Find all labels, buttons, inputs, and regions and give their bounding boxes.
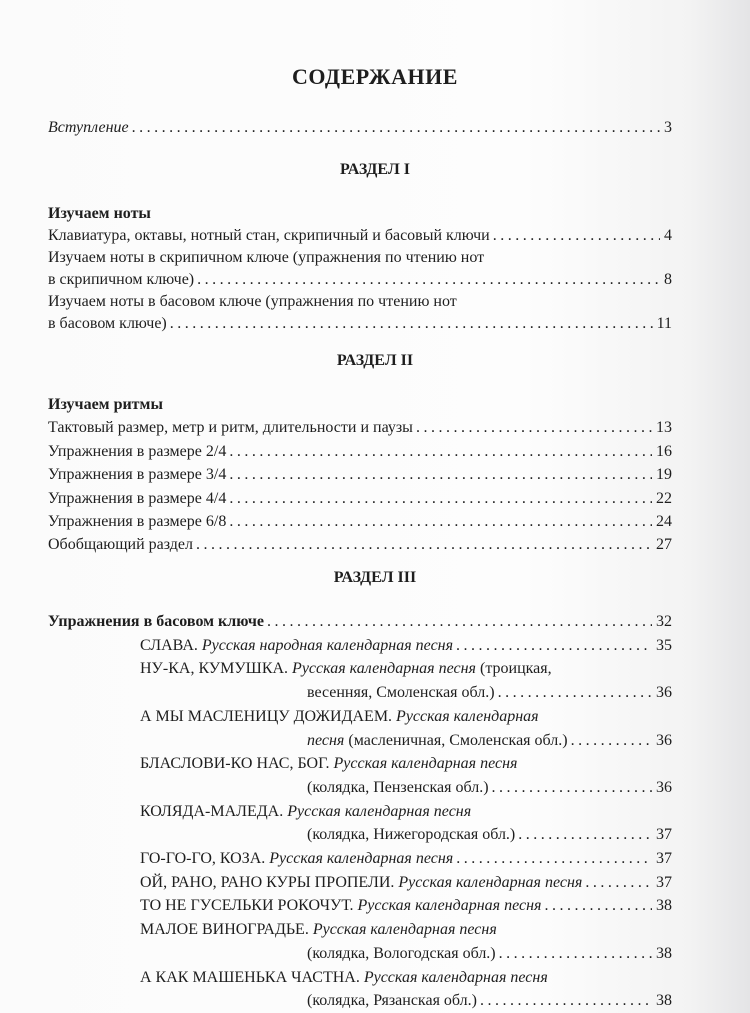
page-number: 38 <box>656 944 672 962</box>
entry-text: в басовом ключе) <box>48 315 167 332</box>
toc-entry-line <box>48 918 672 942</box>
toc-entry[interactable] <box>48 440 672 463</box>
entry-text: (колядка, Вологодская обл.) <box>307 944 496 962</box>
toc-entry-text <box>140 966 548 990</box>
toc-entry[interactable] <box>48 225 672 247</box>
dot-leader <box>492 776 652 800</box>
genre-text: Русская календарная песня <box>292 660 476 678</box>
entry-text: Обобщающий раздел <box>48 536 194 554</box>
toc-entry-line <box>48 752 672 776</box>
section-subheading <box>48 393 672 416</box>
dot-leader <box>571 729 652 753</box>
entry-text: Клавиатура, октавы, нотный стан, скрипичный и басовый ключи <box>48 227 490 244</box>
toc-entry-line <box>48 942 672 966</box>
dot-leader <box>132 116 660 139</box>
dot-leader <box>416 416 652 439</box>
entry-text: МАЛОЕ ВИНОГРАДЬЕ. <box>140 921 313 939</box>
entry-text: НУ-КА, КУМУШКА. <box>140 660 293 678</box>
toc-entry[interactable] <box>48 705 672 752</box>
entry-text: Упражнения в размере 4/4 <box>48 489 227 507</box>
subheading-text: Изучаем ноты <box>48 205 151 222</box>
section-heading-1: РАЗДЕЛ I <box>340 161 410 178</box>
dot-leader <box>170 313 653 335</box>
toc-entry-text <box>140 871 582 895</box>
dot-leader <box>544 894 652 918</box>
page-title: СОДЕРЖАНИЕ <box>292 64 458 89</box>
entry-text: ТО НЕ ГУСЕЛЬКИ РОКОЧУТ. <box>140 897 358 915</box>
page-number: 36 <box>656 778 672 796</box>
page-number: 27 <box>656 536 672 554</box>
entry-text: Изучаем ноты в басовом ключе (упражнения по чтению нот <box>48 293 457 310</box>
toc-entry-text <box>307 823 515 847</box>
entry-text: Упражнения в размере 6/8 <box>48 513 227 531</box>
toc-entry-text <box>140 800 471 824</box>
toc-entry[interactable] <box>48 634 672 658</box>
entry-text: (масленичная, Смоленская обл.) <box>344 731 568 749</box>
toc-entry-line <box>48 291 672 313</box>
toc-entry-text <box>48 487 226 510</box>
toc-entry-line <box>48 776 672 800</box>
dot-leader <box>196 533 652 556</box>
toc-entry[interactable] <box>48 510 672 533</box>
toc-entry[interactable] <box>48 894 672 918</box>
entry-text: весенняя, Смоленская обл.) <box>307 684 495 702</box>
toc-entry-line <box>48 729 672 753</box>
toc-entry[interactable] <box>48 291 672 335</box>
page-number: 37 <box>656 873 672 891</box>
toc-entry-line <box>48 634 672 658</box>
toc-entry-line <box>48 894 672 918</box>
toc-entry-text <box>48 291 457 313</box>
genre-text: Русская календарная песня <box>398 873 583 891</box>
toc-entry-line <box>48 313 672 335</box>
entry-text: А МЫ МАСЛЕНИЦУ ДОЖИДАЕМ. <box>140 707 397 725</box>
entry-text: Изучаем ноты в скрипичном ключе (упражнения по чтению нот <box>48 249 485 266</box>
toc-entry-line <box>48 657 672 681</box>
dot-leader <box>518 823 652 847</box>
dot-leader <box>229 463 652 486</box>
entry-text: Упражнения в размере 2/4 <box>48 442 227 460</box>
dot-leader <box>197 269 660 291</box>
toc-entry[interactable] <box>48 657 672 704</box>
page-number: 37 <box>656 826 672 844</box>
entry-text: в скрипичном ключе) <box>48 271 195 288</box>
section-3-entries <box>48 610 672 1013</box>
page-number: 35 <box>656 636 672 654</box>
toc-entry-line <box>48 823 672 847</box>
entry-text: КОЛЯДА-МАЛЕДА. <box>140 802 288 820</box>
toc-entry-text <box>307 989 477 1013</box>
toc-entry-text <box>140 752 517 776</box>
genre-text: Русская календарная песня <box>363 968 548 986</box>
toc-entry-text <box>307 681 495 705</box>
toc-entry[interactable] <box>48 966 672 1013</box>
toc-entry-text <box>140 894 541 918</box>
toc-entry-line <box>48 871 672 895</box>
toc-entry-line <box>48 487 672 510</box>
page-number: 37 <box>656 850 672 868</box>
toc-entry[interactable] <box>48 871 672 895</box>
toc-entry-text <box>48 440 226 463</box>
entry-text: (троицкая, <box>475 660 552 678</box>
toc-entry-text <box>48 313 167 335</box>
dot-leader <box>456 847 652 871</box>
page-number: 11 <box>656 315 672 332</box>
toc-entry-line <box>48 705 672 729</box>
section-subheading <box>48 203 672 225</box>
genre-text: Русская календарная <box>396 707 539 725</box>
toc-entry-text <box>48 247 484 269</box>
toc-entry-text <box>48 533 193 556</box>
entry-text: БЛАСЛОВИ-КО НАС, БОГ. <box>140 755 334 773</box>
dot-leader <box>499 942 652 966</box>
section-heading-3: РАЗДЕЛ III <box>333 569 417 586</box>
dot-leader <box>498 681 652 705</box>
genre-text: Русская календарная песня <box>312 921 497 939</box>
toc-entry-line <box>48 989 672 1013</box>
page-number: 16 <box>656 442 672 460</box>
toc-entry-text <box>48 510 226 533</box>
toc-entry-line <box>48 510 672 533</box>
section-heading-2: РАЗДЕЛ II <box>336 352 414 369</box>
genre-text: Русская календарная песня <box>269 850 454 868</box>
page-number: 24 <box>656 513 672 531</box>
toc-entry[interactable] <box>48 752 672 799</box>
page-number: 13 <box>656 419 672 437</box>
entry-text: Тактовый размер, метр и ритм, длительности и паузы <box>48 419 413 437</box>
toc-entry-line <box>48 533 672 556</box>
genre-text: Русская народная календарная песня <box>201 636 454 654</box>
entry-text: А КАК МАШЕНЬКА ЧАСТНА. <box>140 968 364 986</box>
section-1-entries <box>48 203 672 335</box>
toc-entry[interactable] <box>48 247 672 291</box>
page-number: 38 <box>656 897 672 915</box>
toc-entry[interactable] <box>48 463 672 486</box>
toc-entry-text <box>140 847 453 871</box>
entry-text: ГО-ГО-ГО, КОЗА. <box>140 850 270 868</box>
page-number: 32 <box>656 613 672 630</box>
toc-entry-line <box>48 247 672 269</box>
page-number: 36 <box>656 731 672 749</box>
dot-leader <box>480 989 652 1013</box>
toc-entry[interactable] <box>48 610 672 634</box>
toc-entry-line <box>48 416 672 439</box>
toc-entry-line <box>48 463 672 486</box>
dot-leader <box>456 634 652 658</box>
toc-entry[interactable] <box>48 800 672 847</box>
genre-text: Русская календарная песня <box>357 897 542 915</box>
toc-entry-text <box>307 729 568 753</box>
dot-leader <box>493 225 660 247</box>
entry-text: (колядка, Нижегородская обл.) <box>307 826 516 844</box>
genre-text: песня <box>307 731 345 749</box>
entry-text: (колядка, Пензенская обл.) <box>307 778 489 796</box>
section-2-entries <box>48 393 672 557</box>
toc-entry-text <box>48 416 413 439</box>
page-number: 4 <box>664 227 672 244</box>
toc-entry[interactable] <box>48 847 672 871</box>
toc-entry[interactable] <box>48 533 672 556</box>
toc-entry-text <box>140 634 453 658</box>
genre-text: Русская календарная песня <box>287 802 472 820</box>
toc-entry-text <box>48 225 490 247</box>
dot-leader <box>229 440 652 463</box>
toc-entry-text <box>140 918 497 942</box>
toc-entry-line <box>48 847 672 871</box>
dot-leader <box>229 487 652 510</box>
dot-leader <box>585 871 652 895</box>
entry-text: (колядка, Рязанская обл.) <box>307 992 477 1010</box>
toc-entry[interactable] <box>48 416 672 439</box>
dot-leader <box>267 610 652 634</box>
page-number: 3 <box>664 119 672 136</box>
toc-entry-line <box>48 800 672 824</box>
entry-text: СЛАВА. <box>140 636 202 654</box>
toc-entry[interactable] <box>48 487 672 510</box>
page-number: 22 <box>656 489 672 507</box>
toc-entry-line <box>48 440 672 463</box>
page-number: 36 <box>656 684 672 702</box>
toc-entry-text <box>140 705 539 729</box>
entry-text: ОЙ, РАНО, РАНО КУРЫ ПРОПЕЛИ. <box>140 873 399 891</box>
toc-entry-text <box>48 463 226 486</box>
entry-text: Упражнения в размере 3/4 <box>48 466 227 484</box>
toc-entry[interactable] <box>48 918 672 965</box>
toc-entry-line <box>48 269 672 291</box>
toc-entry-text <box>140 657 552 681</box>
toc-entry-text <box>307 776 489 800</box>
toc-entry-label: Вступление <box>48 119 129 136</box>
page-number: 38 <box>656 992 672 1010</box>
toc-entry-text <box>48 269 194 291</box>
toc-entry-line <box>48 966 672 990</box>
genre-text: Русская календарная песня <box>333 755 518 773</box>
page-number: 19 <box>656 466 672 484</box>
toc-entry-line <box>48 225 672 247</box>
toc-entry-label: Упражнения в басовом ключе <box>48 613 264 630</box>
toc-entry-line <box>48 681 672 705</box>
dot-leader <box>229 510 652 533</box>
toc-entry-text <box>307 942 496 966</box>
page-number: 8 <box>664 271 672 288</box>
toc-entry-intro[interactable] <box>48 116 672 139</box>
subheading-text: Изучаем ритмы <box>48 396 163 413</box>
